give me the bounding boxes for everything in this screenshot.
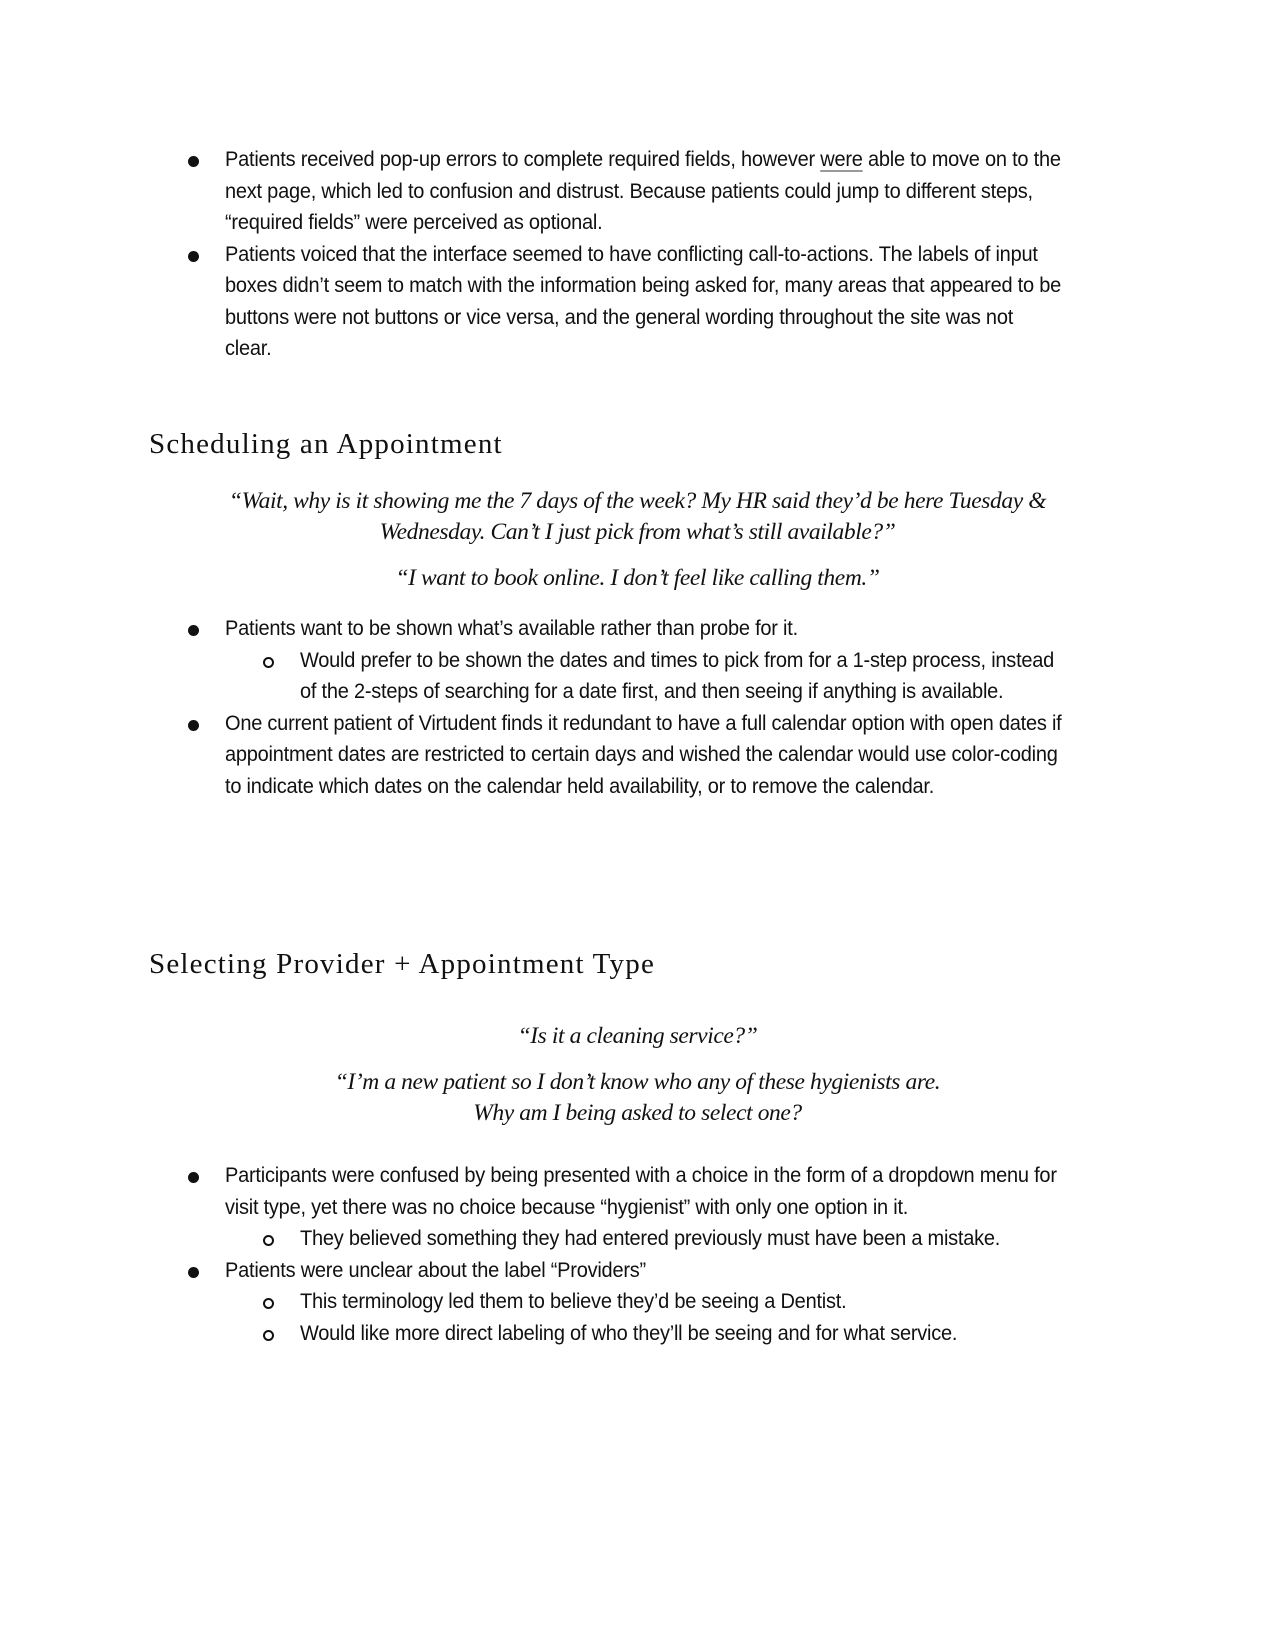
sub-list-item [0,1223,1275,1255]
sub-list-item [0,645,1275,708]
list-item [0,613,1275,645]
sub-list-item-text: Would prefer to be shown the dates and times to pick from for a 1-step process, instead of the 2-steps of searching for a date first, and then seeing if anything is available. [300,647,1055,703]
list-item [0,239,1275,365]
quote-line: Why am I being asked to select one? [473,1100,802,1126]
sub-list-item [0,1286,1275,1318]
sub-list-item-text: They believed something they had entered previously must have been a mistake. [300,1226,1001,1250]
bullet-dot [188,156,199,167]
intro-bullet-list [0,144,1275,365]
bullet-dot [188,625,199,636]
text-segment: Patients received pop-up errors to complete required fields, however [225,147,821,171]
bullet-circle [263,657,274,668]
quote-line: Wednesday. Can’t I just pick from what’s still available?” [379,519,896,545]
list-item-text [225,144,1062,239]
bullet-dot [188,251,199,262]
list-item [0,708,1275,803]
list-item [0,144,1275,239]
bullet-circle [263,1298,274,1309]
quote-line: “Is it a cleaning service?” [517,1023,758,1049]
sub-list-item [0,1318,1275,1350]
list-item-text: Patients were unclear about the label “Providers” [225,1257,646,1282]
list-item-text: One current patient of Virtudent finds it redundant to have a full calendar option with open dates if appointment dates are restricted to certain days and wished the calendar would use color-coding to indicate which dates on the calendar held availability, or to remove the calendar. [225,710,1062,798]
list-item [0,1160,1275,1223]
quote-line: “Wait, why is it showing me the 7 days of the week? My HR said they’d be here Tuesday & [228,488,1047,514]
bullet-circle [263,1235,274,1246]
section-heading-scheduling: Scheduling an Appointment [149,428,503,460]
bullet-circle [263,1330,274,1341]
bullet-dot [188,1267,199,1278]
list-item-text: Patients voiced that the interface seemed to have conflicting call-to-actions. The labels of input boxes didn’t seem to match with the information being asked for, many areas that appeared to be buttons were not buttons or vice versa, and the general wording throughout the site was not clear. [225,241,1061,360]
quote-line: “I want to book online. I don’t feel like calling them.” [395,565,880,591]
sub-list-item-text: Would like more direct labeling of who they’ll be seeing and for what service. [300,1320,958,1345]
sub-list-item-text: This terminology led them to believe they’d be seeing a Dentist. [300,1289,847,1313]
list-item-text: Patients want to be shown what’s available rather than probe for it. [225,616,798,640]
scheduling-bullet-list [0,613,1275,802]
quote-line: “I’m a new patient so I don’t know who any of these hygienists are. [334,1069,941,1095]
bullet-dot [188,720,199,731]
section-heading-provider: Selecting Provider + Appointment Type [149,948,656,980]
text-segment: able to move on to the next page, which led to confusion and distrust. Because patients could jump to different steps, “required fields” were perceived as optional. [225,147,1061,234]
list-item-text: Participants were confused by being presented with a choice in the form of a dropdown menu for visit type, yet there was no choice because “hygienist” with only one option in it. [225,1163,1057,1219]
provider-bullet-list [0,1160,1275,1349]
list-item [0,1255,1275,1287]
underlined-word: were [820,147,863,171]
bullet-dot [188,1172,199,1183]
